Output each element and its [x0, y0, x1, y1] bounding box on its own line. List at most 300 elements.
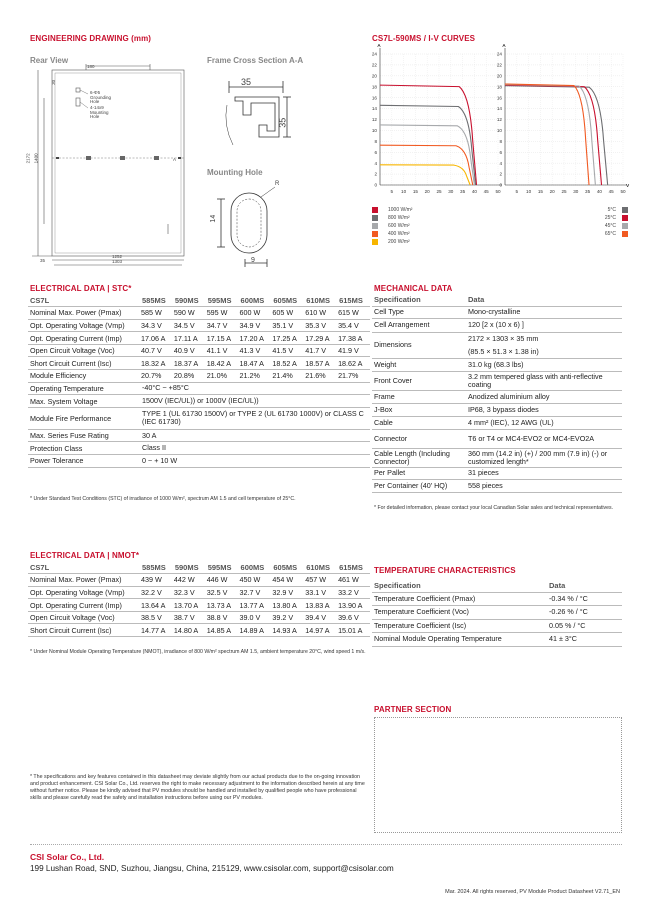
cell-value: 595 W: [206, 307, 239, 320]
row-label: Dimensions: [372, 332, 466, 358]
mh-dim-9: 9: [251, 257, 255, 264]
cell-value: 13.80 A: [271, 599, 304, 612]
cell-value: 30 A: [140, 429, 370, 442]
table-row: [28, 332, 370, 345]
col-header: 615MS: [337, 294, 370, 307]
col-header: 585MS: [140, 294, 173, 307]
y-tick-label: 18: [371, 84, 377, 90]
cell-value: 20.8%: [173, 370, 206, 383]
row-label: Opt. Operating Current (Imp): [28, 332, 140, 345]
row-label: Cell Type: [372, 306, 466, 319]
cell-value: [466, 358, 622, 371]
partner-title: PARTNER SECTION: [374, 705, 452, 714]
cell-value: 40.9 V: [173, 344, 206, 357]
y-unit-label: A: [377, 44, 381, 49]
elec-stc-table: [28, 294, 370, 468]
y-tick-label: 4: [374, 160, 377, 166]
cell-value-text: 0.05 % / °C: [549, 620, 586, 630]
legend-item: [600, 222, 628, 230]
x-tick-label: 40: [596, 189, 602, 194]
col-header: 600MS: [239, 294, 272, 307]
cell-value: 0 ~ + 10 W: [140, 455, 370, 468]
legend-label: 5°C: [607, 207, 616, 213]
cell-value: 14.89 A: [239, 624, 272, 637]
table-row: [28, 599, 370, 612]
cell-value-text: 120 [2 x (10 x 6) ]: [468, 320, 524, 330]
cell-value: 32.5 V: [206, 586, 239, 599]
cell-value-text: 3.2 mm tempered glass with anti-reflective coating: [468, 371, 603, 389]
row-label: Opt. Operating Voltage (Vmp): [28, 319, 140, 332]
table-row: [28, 586, 370, 599]
col-header: 615MS: [337, 561, 370, 574]
cell-value-text: Mono-crystalline: [468, 307, 521, 317]
legend-swatch: [622, 215, 628, 221]
cell-value: 14.80 A: [173, 624, 206, 637]
y-tick-label: 24: [496, 51, 502, 57]
cell-value-text: 4 mm² (IEC), 12 AWG (UL): [468, 417, 554, 427]
col-header: 600MS: [239, 561, 272, 574]
table-row: [28, 574, 370, 587]
x-tick-label: 20: [549, 189, 555, 194]
cell-value-text: Anodized aluminium alloy: [468, 391, 550, 401]
cell-value: 15.01 A: [337, 624, 370, 637]
table-row: [28, 395, 370, 408]
frame-cross-label: Frame Cross Section A-A: [207, 56, 304, 65]
cell-value: 454 W: [271, 574, 304, 587]
cell-value: 13.64 A: [140, 599, 173, 612]
table-row: [28, 357, 370, 370]
cell-value: [466, 306, 622, 319]
x-tick-label: 45: [483, 189, 489, 194]
table-row: [372, 633, 622, 647]
table-row: [28, 319, 370, 332]
cell-value: 32.7 V: [239, 586, 272, 599]
cell-value: 13.73 A: [206, 599, 239, 612]
legend-label: 1000 W/m²: [388, 207, 413, 213]
cell-value: 21.0%: [206, 370, 239, 383]
elec-nmot-note: * Under Nominal Module Operating Temperature (NMOT), irradiance of 800 W/m² spectrum AM 1.5, ambient temperature 20°C, wind speed 1 m/s.: [30, 649, 366, 655]
x-tick-label: 40: [471, 189, 477, 194]
cell-value-text-2: (85.5 × 51.3 × 1.38 in): [468, 346, 539, 356]
cell-value: 14.97 A: [304, 624, 337, 637]
cell-value: 18.37 A: [173, 357, 206, 370]
cell-value: 33.1 V: [304, 586, 337, 599]
cell-value: 17.06 A: [140, 332, 173, 345]
col-header: Data: [547, 580, 622, 592]
iv-curve-line: [380, 165, 470, 185]
table-row: [372, 606, 622, 620]
cell-value: [466, 390, 622, 403]
mech-title: MECHANICAL DATA: [374, 284, 453, 293]
legend-item: [600, 214, 628, 222]
row-label: Opt. Operating Voltage (Vmp): [28, 586, 140, 599]
x-unit-label: V: [626, 184, 630, 189]
cell-value: 14.85 A: [206, 624, 239, 637]
table-row: [28, 407, 370, 429]
cell-value: [466, 332, 622, 358]
cell-value: 38.7 V: [173, 611, 206, 624]
cell-value: 13.70 A: [173, 599, 206, 612]
cell-value: 34.9 V: [239, 319, 272, 332]
row-label: Temperature Coefficient (Pmax): [372, 592, 547, 606]
cell-value: 34.7 V: [206, 319, 239, 332]
y-tick-label: 12: [371, 117, 377, 123]
cell-value: [547, 619, 622, 633]
row-label: Open Circuit Voltage (Voc): [28, 344, 140, 357]
y-tick-label: 16: [496, 95, 502, 101]
cell-value: 14.93 A: [271, 624, 304, 637]
legend-swatch: [622, 223, 628, 229]
table-header-row: [372, 294, 622, 306]
cell-value: 41.9 V: [337, 344, 370, 357]
y-tick-label: 24: [371, 51, 377, 57]
cell-value: 1500V (IEC/UL)) or 1000V (IEC/UL)): [140, 395, 370, 408]
row-label: Protection Class: [28, 442, 140, 455]
cell-value: 32.2 V: [140, 586, 173, 599]
row-label: Module Fire Performance: [28, 407, 140, 429]
cell-value: 17.20 A: [239, 332, 272, 345]
table-row: [372, 358, 622, 371]
elec-stc-title: ELECTRICAL DATA | STC*: [30, 284, 132, 293]
cell-value: [466, 467, 622, 480]
legend-swatch: [372, 231, 378, 237]
cell-value: [466, 403, 622, 416]
table-header-row: [28, 294, 370, 307]
cell-value: 457 W: [304, 574, 337, 587]
col-header: Specification: [372, 294, 466, 306]
legend-item: [372, 230, 412, 238]
cell-value: 13.77 A: [239, 599, 272, 612]
row-label: Weight: [372, 358, 466, 371]
cs-dim-35-height: 35: [277, 117, 288, 128]
table-row: [372, 480, 622, 493]
col-header: 605MS: [271, 294, 304, 307]
cell-value: [466, 416, 622, 429]
col-header: 595MS: [206, 561, 239, 574]
table-row: [28, 455, 370, 468]
dim-2172: 2172: [25, 153, 31, 164]
legend-label: 400 W/m²: [388, 231, 410, 237]
cell-value-text: 31 pieces: [468, 468, 499, 478]
cell-value: 35.4 V: [337, 319, 370, 332]
row-label: Power Tolerance: [28, 455, 140, 468]
cell-value: 21.2%: [239, 370, 272, 383]
y-tick-label: 22: [371, 62, 377, 68]
y-tick-label: 6: [499, 149, 502, 155]
row-label: Opt. Operating Current (Imp): [28, 599, 140, 612]
footer-copyright: Mar. 2024. All rights reserved, PV Module Product Datasheet V2.71_EN: [445, 889, 620, 895]
cell-value: 32.3 V: [173, 586, 206, 599]
row-label: Short Circuit Current (Isc): [28, 624, 140, 637]
cell-value: [466, 429, 622, 448]
cell-value: [547, 633, 622, 647]
cell-value: 18.42 A: [206, 357, 239, 370]
cell-value: 38.8 V: [206, 611, 239, 624]
cell-value: 41.1 V: [206, 344, 239, 357]
y-tick-label: 14: [371, 106, 377, 112]
cell-value: 34.5 V: [173, 319, 206, 332]
cell-value: 610 W: [304, 307, 337, 320]
cell-value: [466, 480, 622, 493]
cell-value: 17.11 A: [173, 332, 206, 345]
iv-title: CS7L-590MS / I-V CURVES: [372, 34, 476, 43]
cell-value: 39.2 V: [271, 611, 304, 624]
row-label: Connector: [372, 429, 466, 448]
frame-cross-drawing: [215, 75, 305, 155]
cell-value: 17.15 A: [206, 332, 239, 345]
y-tick-label: 2: [499, 171, 502, 177]
y-tick-label: 8: [374, 138, 377, 144]
row-label: Nominal Max. Power (Pmax): [28, 574, 140, 587]
row-label: Per Container (40' HQ): [372, 480, 466, 493]
y-tick-label: 10: [496, 128, 502, 134]
y-tick-label: 4: [499, 160, 502, 166]
col-header: 610MS: [304, 294, 337, 307]
table-header-row: [28, 561, 370, 574]
x-tick-label: 35: [585, 189, 591, 194]
x-tick-label: 25: [561, 189, 567, 194]
y-tick-label: 2: [374, 171, 377, 177]
col-header: CS7L: [28, 294, 140, 307]
cell-value: 17.38 A: [337, 332, 370, 345]
row-label: Open Circuit Voltage (Voc): [28, 611, 140, 624]
cell-value: TYPE 1 (UL 61730 1500V) or TYPE 2 (UL 61730 1000V) or CLASS C (IEC 61730): [140, 407, 370, 429]
x-tick-label: 10: [526, 189, 532, 194]
cell-value: 38.5 V: [140, 611, 173, 624]
section-a-label: A: [173, 157, 177, 162]
x-tick-label: 20: [424, 189, 430, 194]
mh-dim-14: 14: [210, 214, 218, 223]
x-tick-label: 30: [573, 189, 579, 194]
x-tick-label: 25: [436, 189, 442, 194]
cell-value-text: 558 pieces: [468, 481, 503, 491]
table-row: [28, 344, 370, 357]
cell-value-text: IP68, 3 bypass diodes: [468, 404, 539, 414]
row-label: Nominal Module Operating Temperature: [372, 633, 547, 647]
cell-value-text: 41 ± 3°C: [549, 634, 577, 644]
legend-swatch: [372, 239, 378, 245]
row-label: Temperature Coefficient (Isc): [372, 619, 547, 633]
cell-value-text: 31.0 kg (68.3 lbs): [468, 359, 524, 369]
cell-value: 35.1 V: [271, 319, 304, 332]
legend-swatch: [372, 215, 378, 221]
legend-item: [372, 222, 412, 230]
cs-dim-35-width: 35: [241, 77, 252, 87]
cell-value: 39.0 V: [239, 611, 272, 624]
x-tick-label: 35: [460, 189, 466, 194]
row-label: Nominal Max. Power (Pmax): [28, 307, 140, 320]
cell-value: 615 W: [337, 307, 370, 320]
table-row: [372, 390, 622, 403]
x-tick-label: 30: [448, 189, 454, 194]
grounding-hole-label: 6-Φ5 Grounding Hole: [90, 90, 112, 105]
y-tick-label: 22: [496, 62, 502, 68]
dim-180: 180: [87, 64, 95, 69]
legend-irradiance: [372, 206, 412, 246]
row-label: Operating Temperature: [28, 382, 140, 395]
col-header: 590MS: [173, 294, 206, 307]
cell-value: 450 W: [239, 574, 272, 587]
x-tick-label: 5: [515, 189, 519, 194]
cell-value: [547, 606, 622, 620]
cell-value: 600 W: [239, 307, 272, 320]
y-tick-label: 8: [499, 138, 502, 144]
row-label: Temperature Coefficient (Voc): [372, 606, 547, 620]
cell-value: [466, 448, 622, 467]
x-tick-label: 50: [495, 189, 501, 194]
cell-value: 18.62 A: [337, 357, 370, 370]
legend-swatch: [622, 231, 628, 237]
rear-view-label: Rear View: [30, 56, 69, 65]
cell-value: 32.9 V: [271, 586, 304, 599]
cell-value: 34.3 V: [140, 319, 173, 332]
footer-divider: [30, 844, 622, 845]
cell-value: 20.7%: [140, 370, 173, 383]
cell-value: 13.90 A: [337, 599, 370, 612]
col-header: CS7L: [28, 561, 140, 574]
cell-value: 39.4 V: [304, 611, 337, 624]
row-label: Per Pallet: [372, 467, 466, 480]
iv-curve-line: [505, 84, 589, 185]
cell-value: 18.47 A: [239, 357, 272, 370]
footer-company: CSI Solar Co., Ltd.: [30, 852, 105, 862]
dim-35: 35: [40, 258, 46, 263]
row-label: Cable: [372, 416, 466, 429]
table-row: [372, 306, 622, 319]
row-label: Frame: [372, 390, 466, 403]
row-label: J-Box: [372, 403, 466, 416]
cell-value: [466, 319, 622, 333]
legend-item: [372, 214, 412, 222]
cell-value: 41.7 V: [304, 344, 337, 357]
y-tick-label: 0: [499, 182, 502, 188]
table-row: [28, 611, 370, 624]
y-tick-label: 6: [374, 149, 377, 155]
cell-value: 585 W: [140, 307, 173, 320]
cell-value: 17.29 A: [304, 332, 337, 345]
cell-value: 35.3 V: [304, 319, 337, 332]
row-label: Short Circuit Current (Isc): [28, 357, 140, 370]
disclaimer: * The specifications and key features contained in this datasheet may deviate slightly from our actual products due to the on-going innovation and product enhancement. CSI Solar Co., Ltd. reserves the right to make necessary adjustment to the information described herein at any time without further notice. Please be kindly advised that PV modules should be handled and installed by qualified people who have professional skills and please carefully read the safety and installation instructions before using our PV modules.: [30, 774, 365, 802]
legend-item: [600, 230, 628, 238]
x-tick-label: 45: [608, 189, 614, 194]
dim-30: 30: [51, 79, 57, 85]
y-unit-label: A: [502, 44, 506, 49]
table-row: [28, 429, 370, 442]
table-row: [28, 382, 370, 395]
elec-nmot-title: ELECTRICAL DATA | NMOT*: [30, 551, 140, 560]
cell-value: 605 W: [271, 307, 304, 320]
row-label: Max. System Voltage: [28, 395, 140, 408]
cell-value: 33.2 V: [337, 586, 370, 599]
cell-value: 39.6 V: [337, 611, 370, 624]
y-tick-label: 16: [371, 95, 377, 101]
iv-curves-chart: [370, 42, 628, 204]
table-row: [372, 319, 622, 333]
legend-temperature: [600, 206, 628, 238]
mounting-hole-drawing: [215, 183, 295, 273]
cell-value: 40.7 V: [140, 344, 173, 357]
col-header: Data: [466, 294, 622, 306]
cell-value-text: 360 mm (14.2 in) (+) / 200 mm (7.9 in) (-) or customized length*: [468, 448, 608, 466]
temp-table: [372, 580, 622, 647]
cell-value: 41.5 V: [271, 344, 304, 357]
y-tick-label: 14: [496, 106, 502, 112]
dim-1400: 1400: [33, 153, 39, 164]
cell-value: 41.3 V: [239, 344, 272, 357]
col-header: Specification: [372, 580, 547, 592]
legend-swatch: [622, 207, 628, 213]
engineering-title: ENGINEERING DRAWING (mm): [30, 34, 152, 43]
x-tick-label: 50: [620, 189, 626, 194]
cell-value-text: 2172 × 1303 × 35 mm: [468, 333, 539, 343]
cell-value: 21.7%: [337, 370, 370, 383]
legend-item: [372, 238, 412, 246]
col-header: 605MS: [271, 561, 304, 574]
col-header: 595MS: [206, 294, 239, 307]
cell-value: 590 W: [173, 307, 206, 320]
legend-item: [600, 206, 628, 214]
legend-swatch: [372, 207, 378, 213]
legend-item: [372, 206, 412, 214]
col-header: 610MS: [304, 561, 337, 574]
cell-value: 14.77 A: [140, 624, 173, 637]
x-tick-label: 15: [412, 189, 418, 194]
footer-address: 199 Lushan Road, SND, Suzhou, Jiangsu, China, 215129, www.csisolar.com, support@csisolar.com: [30, 864, 394, 873]
cell-value: 21.4%: [271, 370, 304, 383]
cell-value: 446 W: [206, 574, 239, 587]
legend-label: 25°C: [604, 215, 616, 221]
cell-value: 21.6%: [304, 370, 337, 383]
elec-stc-note: * Under Standard Test Conditions (STC) of irradiance of 1000 W/m², spectrum AM 1.5 and cell temperature of 25°C.: [30, 496, 296, 502]
table-row: [372, 371, 622, 390]
cell-value: 461 W: [337, 574, 370, 587]
table-row: [372, 467, 622, 480]
iv-curve-line: [505, 85, 602, 185]
table-header-row: [372, 580, 622, 592]
row-label: Cell Arrangement: [372, 319, 466, 333]
cell-value: 17.25 A: [271, 332, 304, 345]
cell-value: 439 W: [140, 574, 173, 587]
table-row: [372, 403, 622, 416]
table-row: [28, 307, 370, 320]
cell-value: [547, 592, 622, 606]
mh-radius-label: R: [275, 181, 280, 187]
y-tick-label: 12: [496, 117, 502, 123]
table-row: [372, 332, 622, 358]
mech-table: [372, 294, 622, 493]
col-header: 590MS: [173, 561, 206, 574]
cell-value-text: -0.26 % / °C: [549, 607, 588, 617]
row-label: Cable Length (Including Connector): [372, 448, 466, 467]
row-label: Module Efficiency: [28, 370, 140, 383]
cell-value: 18.32 A: [140, 357, 173, 370]
y-tick-label: 10: [371, 128, 377, 134]
y-tick-label: 18: [496, 84, 502, 90]
cell-value-text: -0.34 % / °C: [549, 593, 588, 603]
cell-value: 18.52 A: [271, 357, 304, 370]
table-row: [372, 429, 622, 448]
cell-value: 18.57 A: [304, 357, 337, 370]
legend-label: 45°C: [604, 223, 616, 229]
rear-view-drawing: [25, 64, 198, 270]
mounting-hole-label: Mounting Hole: [207, 168, 263, 177]
mech-note: * For detailed information, please contact your local Canadian Solar sales and technical representatives.: [374, 505, 614, 511]
cell-value: Class II: [140, 442, 370, 455]
cell-value-text: T6 or T4 or MC4-EVO2 or MC4-EVO2A: [468, 433, 595, 443]
row-label: Max. Series Fuse Rating: [28, 429, 140, 442]
iv-curve-line: [380, 85, 477, 185]
